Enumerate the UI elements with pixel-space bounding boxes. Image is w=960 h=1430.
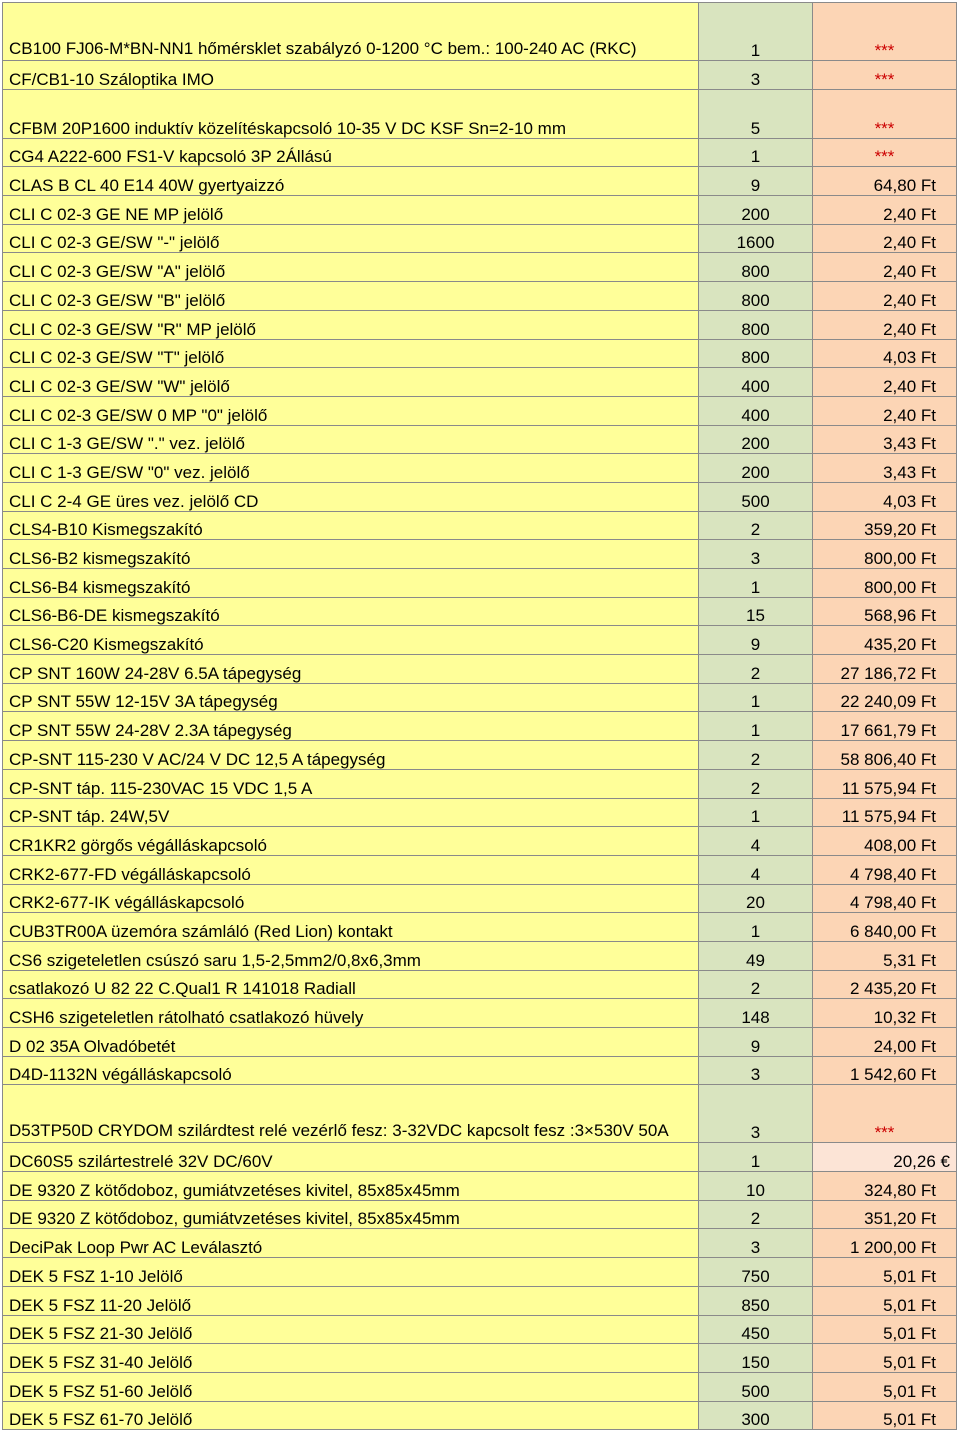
table-row xyxy=(3,683,957,712)
price-cell: 2,40 Ft xyxy=(813,253,957,282)
table-row xyxy=(3,1258,957,1287)
table-row xyxy=(3,1229,957,1258)
price-cell: 2 435,20 Ft xyxy=(813,970,957,999)
table-row xyxy=(3,396,957,425)
product-name-cell: CLI C 02-3 GE/SW "-" jelölő xyxy=(3,224,699,253)
price-list-body xyxy=(3,3,957,1430)
table-row xyxy=(3,827,957,856)
product-name-cell: CB100 FJ06-M*BN-NN1 hőmérsklet szabályzó 0-1200 °C bem.: 100-240 AC (RKC) xyxy=(3,3,699,61)
product-name-cell: CP-SNT táp. 24W,5V xyxy=(3,798,699,827)
table-row xyxy=(3,1286,957,1315)
price-cell: 2,40 Ft xyxy=(813,196,957,225)
product-name-cell: D53TP50D CRYDOM szilárdtest relé vezérlő fesz: 3-32VDC kapcsolt fesz :3×530V 50A xyxy=(3,1085,699,1143)
quantity-cell: 150 xyxy=(699,1344,813,1373)
quantity-cell: 450 xyxy=(699,1315,813,1344)
product-name-cell: CR1KR2 görgős végálláskapcsoló xyxy=(3,827,699,856)
product-name-cell: CLI C 1-3 GE/SW "." vez. jelölő xyxy=(3,425,699,454)
price-cell: 351,20 Ft xyxy=(813,1200,957,1229)
quantity-cell: 2 xyxy=(699,970,813,999)
quantity-cell: 800 xyxy=(699,339,813,368)
product-name-cell: D4D-1132N végálláskapcsoló xyxy=(3,1056,699,1085)
quantity-cell: 1 xyxy=(699,138,813,167)
quantity-cell: 9 xyxy=(699,1028,813,1057)
price-cell: 1 200,00 Ft xyxy=(813,1229,957,1258)
product-name-cell: CLI C 2-4 GE üres vez. jelölő CD xyxy=(3,482,699,511)
product-name-cell: CP SNT 55W 12-15V 3A tápegység xyxy=(3,683,699,712)
price-cell: 27 186,72 Ft xyxy=(813,655,957,684)
quantity-cell: 2 xyxy=(699,1200,813,1229)
product-name-cell: CP-SNT 115-230 V AC/24 V DC 12,5 A tápegység xyxy=(3,741,699,770)
price-cell: 10,32 Ft xyxy=(813,999,957,1028)
table-row xyxy=(3,368,957,397)
price-cell: 5,01 Ft xyxy=(813,1286,957,1315)
table-row xyxy=(3,167,957,196)
product-name-cell: CLI C 02-3 GE NE MP jelölő xyxy=(3,196,699,225)
table-row xyxy=(3,655,957,684)
price-cell: 20,26 € xyxy=(813,1143,957,1172)
product-name-cell: DEK 5 FSZ 61-70 Jelölő xyxy=(3,1401,699,1430)
table-row xyxy=(3,540,957,569)
quantity-cell: 500 xyxy=(699,482,813,511)
quantity-cell: 200 xyxy=(699,454,813,483)
price-cell: *** xyxy=(813,1085,957,1143)
table-row xyxy=(3,712,957,741)
table-row xyxy=(3,1200,957,1229)
product-name-cell: CP SNT 55W 24-28V 2.3A tápegység xyxy=(3,712,699,741)
product-name-cell: DEK 5 FSZ 51-60 Jelölő xyxy=(3,1372,699,1401)
table-row xyxy=(3,626,957,655)
quantity-cell: 1 xyxy=(699,712,813,741)
quantity-cell: 400 xyxy=(699,396,813,425)
product-name-cell: DeciPak Loop Pwr AC Leválasztó xyxy=(3,1229,699,1258)
price-cell: 2,40 Ft xyxy=(813,396,957,425)
product-name-cell: DE 9320 Z kötődoboz, gumiátvzetéses kivitel, 85x85x45mm xyxy=(3,1172,699,1201)
table-row xyxy=(3,224,957,253)
quantity-cell: 1 xyxy=(699,3,813,61)
quantity-cell: 300 xyxy=(699,1401,813,1430)
price-cell: 2,40 Ft xyxy=(813,282,957,311)
product-name-cell: DC60S5 szilártestrelé 32V DC/60V xyxy=(3,1143,699,1172)
quantity-cell: 9 xyxy=(699,626,813,655)
table-row xyxy=(3,999,957,1028)
product-name-cell: CLI C 02-3 GE/SW "A" jelölő xyxy=(3,253,699,282)
table-row xyxy=(3,1028,957,1057)
quantity-cell: 800 xyxy=(699,253,813,282)
product-name-cell: CG4 A222-600 FS1-V kapcsoló 3P 2Állású xyxy=(3,138,699,167)
quantity-cell: 3 xyxy=(699,1056,813,1085)
product-name-cell: CS6 szigeteletlen csúszó saru 1,5-2,5mm2/0,8x6,3mm xyxy=(3,941,699,970)
price-cell: 5,01 Ft xyxy=(813,1315,957,1344)
quantity-cell: 49 xyxy=(699,941,813,970)
price-cell: 5,31 Ft xyxy=(813,941,957,970)
price-cell: 3,43 Ft xyxy=(813,454,957,483)
price-cell: 64,80 Ft xyxy=(813,167,957,196)
product-name-cell: CLS6-C20 Kismegszakító xyxy=(3,626,699,655)
quantity-cell: 2 xyxy=(699,769,813,798)
price-cell: *** xyxy=(813,3,957,61)
product-name-cell: DEK 5 FSZ 31-40 Jelölő xyxy=(3,1344,699,1373)
price-cell: 2,40 Ft xyxy=(813,368,957,397)
quantity-cell: 2 xyxy=(699,511,813,540)
price-cell: 17 661,79 Ft xyxy=(813,712,957,741)
quantity-cell: 1 xyxy=(699,683,813,712)
table-row xyxy=(3,1172,957,1201)
quantity-cell: 3 xyxy=(699,540,813,569)
quantity-cell: 3 xyxy=(699,1085,813,1143)
table-row xyxy=(3,1056,957,1085)
table-row xyxy=(3,282,957,311)
quantity-cell: 4 xyxy=(699,855,813,884)
price-cell: 22 240,09 Ft xyxy=(813,683,957,712)
product-name-cell: CP-SNT táp. 115-230VAC 15 VDC 1,5 A xyxy=(3,769,699,798)
product-name-cell: DEK 5 FSZ 11-20 Jelölő xyxy=(3,1286,699,1315)
price-cell: *** xyxy=(813,89,957,138)
price-cell: 5,01 Ft xyxy=(813,1344,957,1373)
price-cell: 6 840,00 Ft xyxy=(813,913,957,942)
quantity-cell: 500 xyxy=(699,1372,813,1401)
quantity-cell: 3 xyxy=(699,1229,813,1258)
quantity-cell: 1 xyxy=(699,798,813,827)
product-name-cell: CLI C 02-3 GE/SW "W" jelölő xyxy=(3,368,699,397)
table-row xyxy=(3,511,957,540)
table-row xyxy=(3,769,957,798)
table-row xyxy=(3,1372,957,1401)
quantity-cell: 9 xyxy=(699,167,813,196)
product-name-cell: CRK2-677-FD végálláskapcsoló xyxy=(3,855,699,884)
product-name-cell: CLS6-B6-DE kismegszakító xyxy=(3,597,699,626)
price-cell: 5,01 Ft xyxy=(813,1258,957,1287)
table-row xyxy=(3,1401,957,1430)
table-row xyxy=(3,253,957,282)
price-cell: 568,96 Ft xyxy=(813,597,957,626)
price-cell: 800,00 Ft xyxy=(813,540,957,569)
price-cell: 4 798,40 Ft xyxy=(813,855,957,884)
table-row xyxy=(3,61,957,90)
price-cell: *** xyxy=(813,138,957,167)
quantity-cell: 20 xyxy=(699,884,813,913)
price-cell: 359,20 Ft xyxy=(813,511,957,540)
quantity-cell: 200 xyxy=(699,196,813,225)
product-name-cell: CLI C 02-3 GE/SW "T" jelölő xyxy=(3,339,699,368)
quantity-cell: 1 xyxy=(699,913,813,942)
price-cell: 4,03 Ft xyxy=(813,482,957,511)
table-row xyxy=(3,339,957,368)
quantity-cell: 800 xyxy=(699,310,813,339)
table-row xyxy=(3,1143,957,1172)
product-name-cell: CLI C 02-3 GE/SW "R" MP jelölő xyxy=(3,310,699,339)
table-row xyxy=(3,196,957,225)
table-row xyxy=(3,1344,957,1373)
product-name-cell: csatlakozó U 82 22 C.Qual1 R 141018 Radiall xyxy=(3,970,699,999)
table-row xyxy=(3,569,957,598)
quantity-cell: 5 xyxy=(699,89,813,138)
table-row xyxy=(3,454,957,483)
table-row xyxy=(3,3,957,61)
quantity-cell: 800 xyxy=(699,282,813,311)
quantity-cell: 850 xyxy=(699,1286,813,1315)
quantity-cell: 400 xyxy=(699,368,813,397)
product-name-cell: CLI C 1-3 GE/SW "0" vez. jelölő xyxy=(3,454,699,483)
quantity-cell: 1600 xyxy=(699,224,813,253)
product-name-cell: CFBM 20P1600 induktív közelítéskapcsoló 10-35 V DC KSF Sn=2-10 mm xyxy=(3,89,699,138)
quantity-cell: 10 xyxy=(699,1172,813,1201)
quantity-cell: 148 xyxy=(699,999,813,1028)
table-row xyxy=(3,884,957,913)
table-row xyxy=(3,1085,957,1143)
product-name-cell: CLS4-B10 Kismegszakító xyxy=(3,511,699,540)
price-cell: 2,40 Ft xyxy=(813,310,957,339)
product-name-cell: CRK2-677-IK végálláskapcsoló xyxy=(3,884,699,913)
price-cell: 11 575,94 Ft xyxy=(813,798,957,827)
table-row xyxy=(3,310,957,339)
quantity-cell: 4 xyxy=(699,827,813,856)
quantity-cell: 3 xyxy=(699,61,813,90)
price-cell: 3,43 Ft xyxy=(813,425,957,454)
quantity-cell: 2 xyxy=(699,741,813,770)
table-row xyxy=(3,741,957,770)
price-cell: 435,20 Ft xyxy=(813,626,957,655)
price-cell: 1 542,60 Ft xyxy=(813,1056,957,1085)
price-cell: 24,00 Ft xyxy=(813,1028,957,1057)
price-cell: 324,80 Ft xyxy=(813,1172,957,1201)
table-row xyxy=(3,941,957,970)
quantity-cell: 15 xyxy=(699,597,813,626)
table-row xyxy=(3,89,957,138)
product-name-cell: CLAS B CL 40 E14 40W gyertyaizzó xyxy=(3,167,699,196)
table-row xyxy=(3,138,957,167)
price-cell: 11 575,94 Ft xyxy=(813,769,957,798)
price-cell: 58 806,40 Ft xyxy=(813,741,957,770)
product-name-cell: DE 9320 Z kötődoboz, gumiátvzetéses kivitel, 85x85x45mm xyxy=(3,1200,699,1229)
product-name-cell: CF/CB1-10 Száloptika IMO xyxy=(3,61,699,90)
product-name-cell: DEK 5 FSZ 1-10 Jelölő xyxy=(3,1258,699,1287)
price-cell: *** xyxy=(813,61,957,90)
price-cell: 2,40 Ft xyxy=(813,224,957,253)
quantity-cell: 750 xyxy=(699,1258,813,1287)
price-cell: 5,01 Ft xyxy=(813,1401,957,1430)
table-row xyxy=(3,913,957,942)
product-name-cell: CLS6-B2 kismegszakító xyxy=(3,540,699,569)
price-cell: 5,01 Ft xyxy=(813,1372,957,1401)
product-name-cell: D 02 35A Olvadóbetét xyxy=(3,1028,699,1057)
product-name-cell: CLI C 02-3 GE/SW 0 MP "0" jelölő xyxy=(3,396,699,425)
product-name-cell: CLS6-B4 kismegszakító xyxy=(3,569,699,598)
table-row xyxy=(3,482,957,511)
quantity-cell: 200 xyxy=(699,425,813,454)
table-row xyxy=(3,425,957,454)
price-cell: 800,00 Ft xyxy=(813,569,957,598)
table-row xyxy=(3,798,957,827)
product-name-cell: DEK 5 FSZ 21-30 Jelölő xyxy=(3,1315,699,1344)
product-name-cell: CSH6 szigeteletlen rátolható csatlakozó hüvely xyxy=(3,999,699,1028)
product-name-cell: CLI C 02-3 GE/SW "B" jelölő xyxy=(3,282,699,311)
quantity-cell: 1 xyxy=(699,569,813,598)
price-cell: 408,00 Ft xyxy=(813,827,957,856)
price-list-table xyxy=(2,2,957,1430)
price-cell: 4,03 Ft xyxy=(813,339,957,368)
table-row xyxy=(3,597,957,626)
quantity-cell: 2 xyxy=(699,655,813,684)
product-name-cell: CP SNT 160W 24-28V 6.5A tápegység xyxy=(3,655,699,684)
price-cell: 4 798,40 Ft xyxy=(813,884,957,913)
table-row xyxy=(3,1315,957,1344)
table-row xyxy=(3,855,957,884)
product-name-cell: CUB3TR00A üzemóra számláló (Red Lion) kontakt xyxy=(3,913,699,942)
table-row xyxy=(3,970,957,999)
quantity-cell: 1 xyxy=(699,1143,813,1172)
